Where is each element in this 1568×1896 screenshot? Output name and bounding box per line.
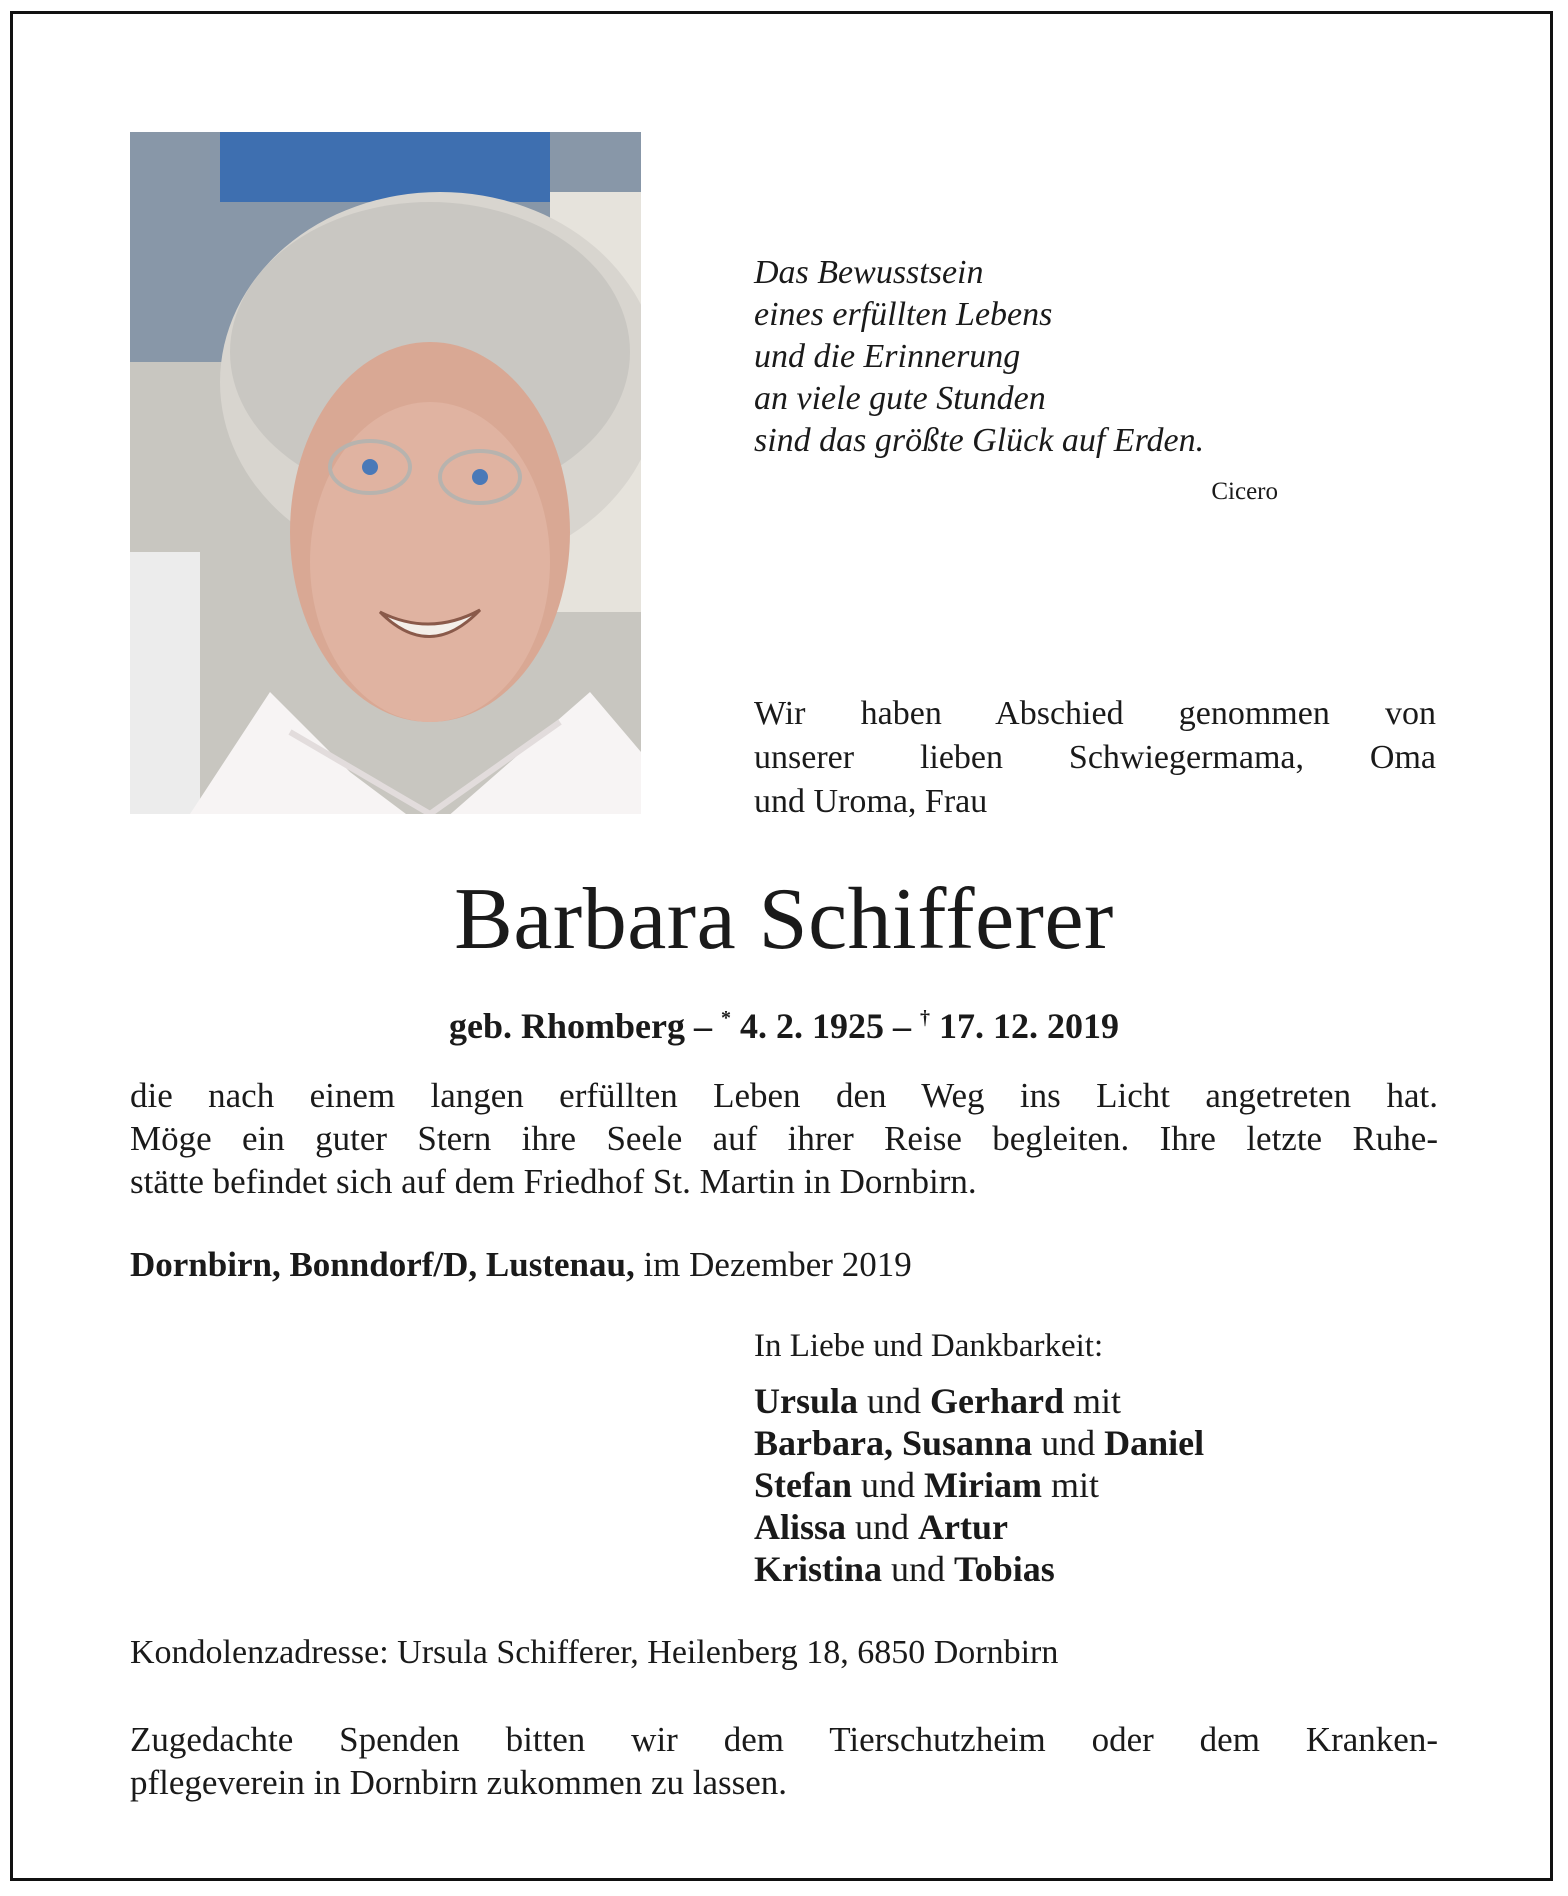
- family-member: Ursula: [754, 1381, 859, 1421]
- family-connector: und: [1032, 1423, 1105, 1463]
- family-member: Gerhard: [930, 1381, 1064, 1421]
- birth-name: geb. Rhomberg –: [449, 1006, 721, 1046]
- intro-line: Wir haben Abschied genommen von: [754, 695, 1436, 732]
- family-member: Alissa: [754, 1507, 847, 1547]
- death-symbol: †: [920, 1007, 930, 1029]
- family-connector: und: [882, 1549, 955, 1589]
- death-date: 17. 12. 2019: [930, 1006, 1119, 1046]
- birth-symbol: *: [721, 1007, 731, 1029]
- birth-death-line: [130, 996, 1438, 1048]
- family-member: Tobias: [954, 1549, 1055, 1589]
- family-connector: mit: [1041, 1465, 1099, 1505]
- birth-date: 4. 2. 1925 –: [731, 1006, 920, 1046]
- intro-text: [754, 692, 1436, 824]
- family-member: Kristina: [754, 1549, 883, 1589]
- body-line: Möge ein guter Stern ihre Seele auf ihrer Reise begleiten. Ihre letzte Ruhe-: [130, 1119, 1438, 1158]
- family-member: Miriam: [924, 1465, 1042, 1505]
- condolence-address: Kondolenzadresse: Ursula Schifferer, Heilenberg 18, 6850 Dornbirn: [130, 1634, 1059, 1671]
- place-date: [130, 1243, 1438, 1287]
- family-member: Artur: [918, 1507, 1008, 1547]
- quote-line: eines erfüllten Lebens: [754, 296, 1053, 333]
- portrait-image: [130, 132, 641, 814]
- family-line: [754, 1464, 1454, 1506]
- quote: [754, 252, 1274, 462]
- body-text: [130, 1074, 1438, 1203]
- family-member: Daniel: [1104, 1423, 1205, 1463]
- family-line: [754, 1422, 1454, 1464]
- family-member: Barbara, Susanna: [754, 1423, 1033, 1463]
- place-date-text: im Dezember 2019: [634, 1245, 912, 1284]
- family-list: [754, 1380, 1454, 1590]
- quote-line: sind das größte Glück auf Erden.: [754, 422, 1205, 459]
- quote-author: Cicero: [1211, 478, 1278, 505]
- family-line: [754, 1380, 1454, 1422]
- quote-line: und die Erinnerung: [754, 338, 1021, 375]
- deceased-name: Barbara Schifferer: [454, 871, 1114, 968]
- quote-line: an viele gute Stunden: [754, 380, 1046, 417]
- place-locations: Dornbirn, Bonndorf/D, Lustenau,: [130, 1245, 635, 1284]
- family-member: Stefan: [754, 1465, 852, 1505]
- portrait-photo: [130, 132, 641, 814]
- intro-line: unserer lieben Schwiegermama, Oma: [754, 739, 1436, 776]
- donations-text: [130, 1718, 1438, 1804]
- body-line: die nach einem langen erfüllten Leben den Weg ins Licht angetreten hat.: [130, 1076, 1438, 1115]
- family-line: [754, 1548, 1454, 1590]
- quote-line: Das Bewusstsein: [754, 254, 984, 291]
- thanks-line: In Liebe und Dankbarkeit:: [754, 1328, 1104, 1364]
- family-connector: und: [852, 1465, 924, 1505]
- family-connector: und: [858, 1381, 931, 1421]
- family-connector: mit: [1064, 1381, 1122, 1421]
- donations-line: pflegeverein in Dornbirn zukommen zu lassen.: [130, 1763, 788, 1802]
- body-line: stätte befindet sich auf dem Friedhof St. Martin in Dornbirn.: [130, 1162, 977, 1201]
- donations-line: Zugedachte Spenden bitten wir dem Tierschutzheim oder dem Kranken-: [130, 1720, 1438, 1759]
- intro-line: und Uroma, Frau: [754, 783, 988, 820]
- family-connector: und: [846, 1507, 919, 1547]
- family-line: [754, 1506, 1454, 1548]
